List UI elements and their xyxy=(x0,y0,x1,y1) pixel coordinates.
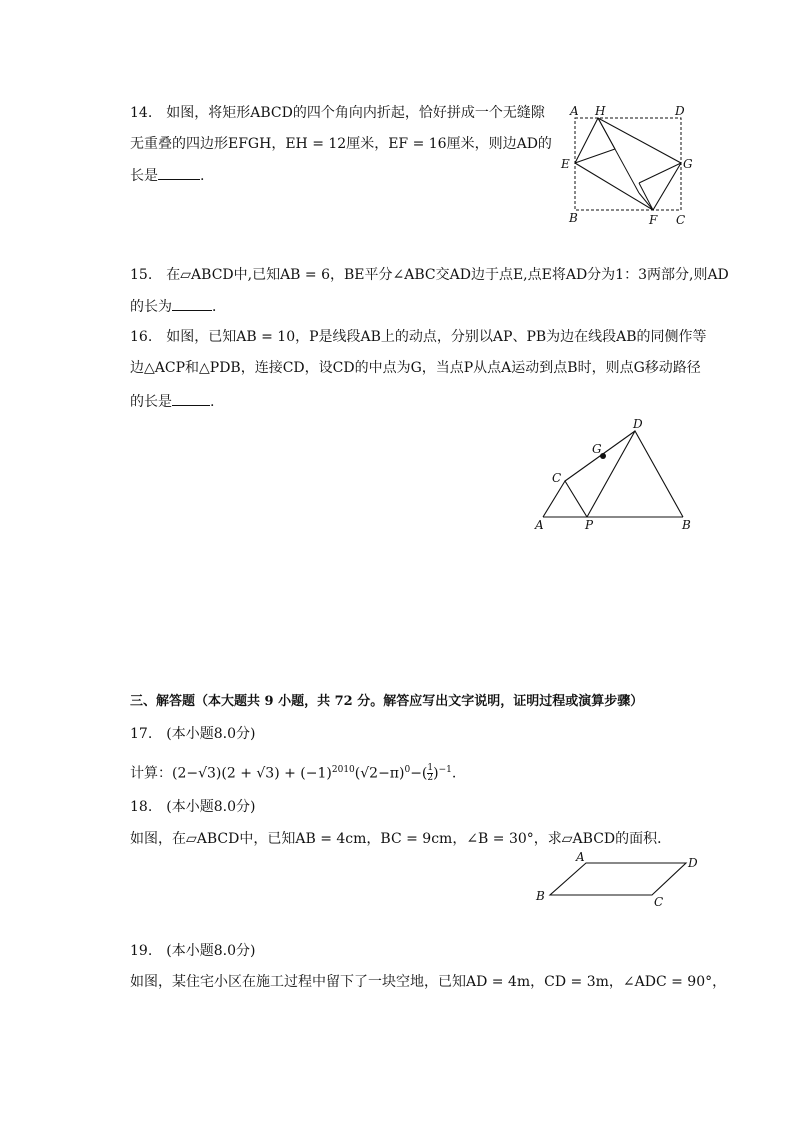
q17-fraction-denominator: 2 xyxy=(427,773,434,784)
q17-exponent-0: 0 xyxy=(404,765,411,775)
q15-answer-prefix: 的长为 xyxy=(130,299,172,315)
q18-text: 如图，在▱ABCD中，已知AB = 4cm，BC = 9cm，∠B = 30°，求▱ABCD的面积． xyxy=(130,831,672,847)
q14-label-H: H xyxy=(595,104,606,118)
q16-label-P: P xyxy=(585,518,594,532)
q16-label-B: B xyxy=(682,518,691,532)
triangle-acp xyxy=(543,481,587,517)
q14-figure xyxy=(555,100,705,230)
q17-exponent-neg1: −1 xyxy=(438,765,452,775)
q16-answer-blank xyxy=(172,391,210,406)
q18-label-C: C xyxy=(654,895,664,909)
q14-label-B: B xyxy=(569,211,578,225)
q14-line-2: 无重叠的四边形EFGH，EH = 12厘米，EF = 16厘米，则边AD的 xyxy=(130,136,552,152)
q18-label-B: B xyxy=(536,889,545,903)
q17-calc-minus: −( xyxy=(410,765,428,782)
q15-answer-suffix: ． xyxy=(212,299,226,315)
q14-answer-suffix: . xyxy=(200,168,205,184)
q17-fraction-numerator: 1 xyxy=(427,763,434,774)
q14-line-1: 14. 如图，将矩形ABCD的四个角向内折起，恰好拼成一个无缝隙 xyxy=(130,105,545,121)
q16-line-3 xyxy=(130,391,214,412)
q19-text: 如图，某住宅小区在施工过程中留下了一块空地，已知AD = 4m，CD = 3m，∠ADC = 90°， xyxy=(130,974,727,990)
q16-label-G: G xyxy=(592,442,602,456)
quadrilateral-efgh xyxy=(575,118,681,210)
q16-label-C: C xyxy=(552,471,562,485)
q14-label-A: A xyxy=(570,104,579,118)
q18-label-D: D xyxy=(688,856,698,870)
q16-label-A: A xyxy=(535,518,544,532)
section-3-title: 三、解答题（本大题共 9 小题，共 72 分。解答应写出文字说明，证明过程或演算步骤） xyxy=(130,694,644,709)
q17-exponent-2010: 2010 xyxy=(331,765,355,775)
q17-calc-close: ) xyxy=(433,765,439,782)
q18-label-A: A xyxy=(576,850,585,864)
q17-calc-end: . xyxy=(451,765,457,782)
q14-label-E: E xyxy=(561,157,570,171)
q16-line-2: 边△ACP和△PDB，连接CD，设CD的中点为G，当点P从点A运动到点B时，则点G移动路径 xyxy=(130,360,701,376)
q17-calc-prefix: 计算：(2−√3)(2 + √3) + (−1) xyxy=(130,765,332,782)
q17-calc-mid: (√2−π) xyxy=(354,765,405,782)
q17-calculation xyxy=(130,760,456,784)
q14-label-G: G xyxy=(683,157,693,171)
parallelogram-abcd xyxy=(550,863,686,895)
q14-label-F: F xyxy=(649,213,658,227)
q14-line-3 xyxy=(130,165,204,186)
q17-header: 17. (本小题8.0分) xyxy=(130,726,256,742)
q16-answer-prefix: 的长是 xyxy=(130,394,172,410)
q18-header: 18. (本小题8.0分) xyxy=(130,799,256,815)
q15-line-1: 15. 在▱ABCD中,已知AB = 6，BE平分∠ABC交AD边于点E,点E将AD分为1：3两部分,则AD xyxy=(130,267,729,283)
q14-label-C: C xyxy=(676,213,686,227)
q16-line-1: 16. 如图，已知AB = 10，P是线段AB上的动点，分别以AP、PB为边在线段AB的同侧作等 xyxy=(130,329,707,345)
q16-figure xyxy=(525,415,705,540)
q14-answer-blank xyxy=(158,165,200,180)
q16-answer-suffix: . xyxy=(210,394,215,410)
q15-line-2 xyxy=(130,296,226,317)
q19-header: 19. (本小题8.0分) xyxy=(130,943,256,959)
q15-answer-blank xyxy=(172,296,212,311)
q16-label-D: D xyxy=(633,417,643,431)
q18-figure xyxy=(530,848,710,910)
q14-label-D: D xyxy=(675,104,685,118)
q14-answer-prefix: 长是 xyxy=(130,168,158,184)
